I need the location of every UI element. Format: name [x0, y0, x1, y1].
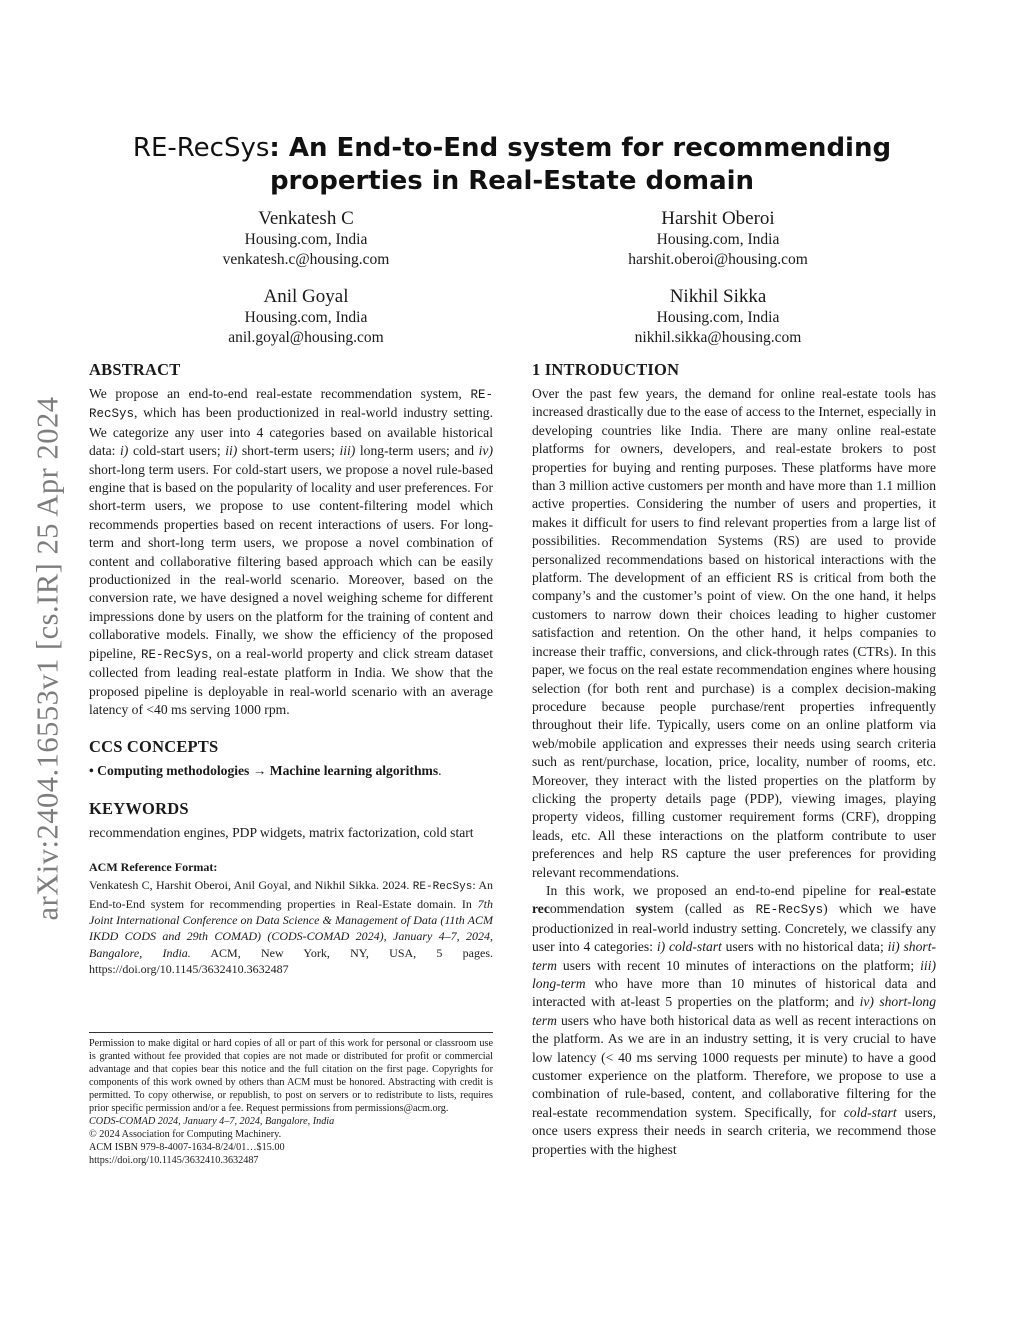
permission-copyright: © 2024 Association for Computing Machinery.	[89, 1129, 282, 1140]
author-name: Harshit Oberoi	[661, 208, 775, 229]
permission-text: Permission to make digital or hard copies of all or part of this work for personal or classroom use is granted without fee provided that copies are not made or distributed for profit or commercial advantage and that copies bear this notice and the full citation on the first page. Copyrights for components of this work owned by others than ACM must be honored. Abstracting with credit is permitted. To copy otherwise, or republish, to post on servers or to redistribute to lists, requires prior specific permission and/or a fee. Request permissions from permissions@acm.org.	[89, 1038, 493, 1114]
introduction-section	[532, 360, 936, 1159]
acm-reference-heading: ACM Reference Format:	[89, 860, 218, 875]
permission-venue: CODS-COMAD 2024, January 4–7, 2024, Bangalore, India	[89, 1116, 335, 1127]
permission-footnote	[89, 1032, 493, 1167]
author-email: venkatesh.c@housing.com	[222, 251, 390, 268]
acm-reference-text: Venkatesh C, Harshit Oberoi, Anil Goyal, and Nikhil Sikka. 2024. RE-RecSys: An End-to-End system for recommending properties in Real-Estate domain. In 7th Joint International Conference on Data Science & Management of Data (11th ACM IKDD CODS and 29th COMAD) (CODS-COMAD 2024), January 4–7, 2024, Bangalore, India. ACM, New York, NY, USA, 5 pages. https://doi.org/10.1145/3632410.3632487	[89, 878, 494, 977]
abstract-heading: ABSTRACT	[89, 360, 181, 379]
arxiv-identifier: arXiv:2404.16553v1 [cs.IR] 25 Apr 2024	[30, 396, 65, 920]
author-affiliation: Housing.com, India	[244, 231, 368, 248]
intro-paragraph: Over the past few years, the demand for online real-estate tools has increased drastically due to the ease of access to the Internet, especially in developing countries like India. There are many online real-estate platforms for owners, developers, and real-estate brokers to post properties for buying and renting purposes. These platforms have more than 3 million active customers per month and have more than 1.1 million active properties. Considering the number of users and properties, it makes it difficult for users to find relevant properties from a large list of possibilities. Recommendation Systems (RS) are used to provide personalized recommendations based on historical interactions with the platform. The development of an efficient RS is critical from both the company’s and the customer’s point of view. On the one hand, it helps customers to narrow down their choices leading to higher customer satisfaction and retention. On the other hand, it helps companies to increase their traffic, conversions, and click-through rates (CTRs). In this paper, we focus on the real estate recommendation engines where housing selection (for both rent and purchase) is a complex decision-making procedure because people purchase/rent properties infrequently throughout their life. Typically, users come on an online platform via web/mobile application and expresses their needs using search criteria such as rent/purchase, location, price, locality, number of rooms, etc. Moreover, they interact with the listed properties on the platform by clicking the property details page (PDP), viewing images, playing property videos, filling customer requirement forms (CRF), dropping leads, etc. All these interactions on the platform contribute to user preferences and help RS capture the user preferences for providing relevant recommendations.	[532, 386, 936, 880]
keywords-heading: KEYWORDS	[89, 798, 189, 818]
author-block	[538, 286, 898, 348]
author-block	[538, 208, 898, 270]
author-block	[126, 286, 486, 348]
author-name: Anil Goyal	[263, 286, 349, 307]
paper-title	[80, 132, 944, 198]
author-email: nikhil.sikka@housing.com	[634, 329, 802, 346]
author-affiliation: Housing.com, India	[656, 231, 780, 248]
system-name: RE-RecSys	[755, 903, 824, 918]
arxiv-margin-stamp	[16, 368, 80, 948]
abstract-text: We propose an end-to-end real-estate recommendation system, RE-RecSys, which has been productionized in real-world industry setting. We categorize any user into 4 categories based on available historical data: i) cold-start users; ii) short-term users; iii) long-term users; and iv) short-long term users. For cold-start users, we propose a novel rule-based engine that is based on the popularity of locality and user preferences. For short-term users, we propose to use content-filtering model which recommends properties based on recent interactions of users. For long-term and short-long term users, we propose a novel combination of content and collaborative filtering based approach which can be easily productionized in the real-world scenario. Moreover, based on the conversion rate, we have designed a novel weighing scheme for different impressions done by users on the platform for the training of content and collaborative models. Finally, we show the efficiency of the proposed pipeline, RE-RecSys, on a real-world property and click stream dataset collected from leading real-estate platform in India. We show that the proposed pipeline is deployable in real-world scenario with an average latency of <40 ms serving 1000 rpm.	[89, 386, 494, 717]
title-text: : An End-to-End system for recommending properties in Real-Estate domain	[269, 133, 892, 196]
system-name: RE-RecSys	[412, 881, 473, 894]
intro-paragraph: In this work, we proposed an end-to-end pipeline for real-estate recommendation system (called as RE-RecSys) which we have productionized in real-world industry setting. Concretely, we classify any user into 4 categories: i) cold-start users with no historical data; ii) short-term users with recent 10 minutes of interactions on the platform; iii) long-term who have more than 10 minutes of historical data and interacted with at-least 5 properties on the platform; and iv) short-long term users who have both historical data as well as recent interactions on the platform. As we are in an industry setting, it is very crucial to have low latency (< 40 ms serving 1000 requests per minute) to have a good customer experience on the platform. Therefore, we propose to use a combination of rule-based, content, and collaborative filtering for the real-estate recommendation system. Specifically, for cold-start users, once users express their needs in search criteria, we recommend those properties with the highest	[532, 882, 936, 1157]
keywords-section	[89, 799, 493, 842]
abstract-section	[89, 360, 493, 719]
permission-isbn: ACM ISBN 979-8-4007-1634-8/24/01…$15.00	[89, 1142, 285, 1153]
author-name: Venkatesh C	[258, 208, 354, 229]
left-column	[89, 360, 493, 978]
system-name: RE-RecSys	[141, 647, 209, 662]
system-name: RE-RecSys	[89, 388, 494, 422]
ccs-heading: CCS CONCEPTS	[89, 737, 219, 757]
ccs-text: • Computing methodologies → Machine learning algorithms.	[89, 763, 442, 779]
author-email: harshit.oberoi@housing.com	[628, 251, 808, 268]
keywords-text: recommendation engines, PDP widgets, matrix factorization, cold start	[89, 824, 474, 840]
permission-doi[interactable]: https://doi.org/10.1145/3632410.3632487	[89, 1155, 259, 1166]
ccs-section	[89, 737, 493, 780]
acm-reference-format	[89, 860, 493, 977]
author-affiliation: Housing.com, India	[656, 309, 780, 326]
author-name: Nikhil Sikka	[669, 286, 767, 307]
author-affiliation: Housing.com, India	[244, 309, 368, 326]
right-column	[532, 360, 936, 1159]
title-system-name: RE-RecSys	[132, 133, 270, 163]
introduction-heading: 1 INTRODUCTION	[532, 360, 680, 379]
author-block	[126, 208, 486, 270]
author-email: anil.goyal@housing.com	[228, 329, 384, 346]
